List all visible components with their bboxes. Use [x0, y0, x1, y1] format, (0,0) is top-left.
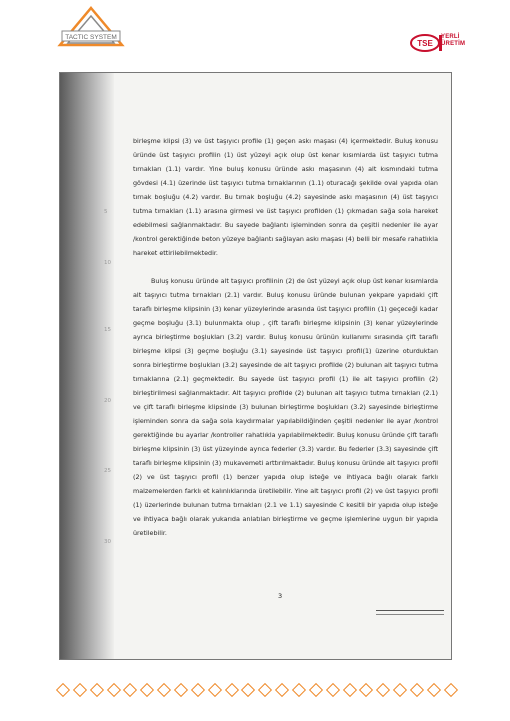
diamond-icon: [208, 683, 222, 697]
line-number: 5: [104, 209, 108, 215]
document-body: [133, 134, 438, 540]
binding-shadow: [60, 73, 114, 659]
yerli-uretim-badge: [441, 34, 465, 48]
diamond-icon: [444, 683, 458, 697]
diamond-icon: [56, 683, 70, 697]
diamond-icon: [292, 683, 306, 697]
line-number: 25: [104, 468, 111, 474]
diamond-icon: [191, 683, 205, 697]
diamond-icon: [258, 683, 272, 697]
diamond-icon: [140, 683, 154, 697]
diamond-icon: [343, 683, 357, 697]
diamond-icon: [157, 683, 171, 697]
diamond-icon: [90, 683, 104, 697]
diamond-icon: [376, 683, 390, 697]
page-number: 3: [278, 592, 283, 600]
diamond-icon: [275, 683, 289, 697]
diamond-icon: [107, 683, 121, 697]
bottom-rule: [376, 610, 444, 615]
diamond-icon: [225, 683, 239, 697]
logo-text: TACTIC SYSTEM: [65, 34, 117, 41]
diamond-icon: [427, 683, 441, 697]
diamond-icon: [410, 683, 424, 697]
diamond-icon: [326, 683, 340, 697]
tactic-system-logo: [56, 5, 126, 57]
paragraph: birleşme klipsi (3) ve üst taşıyıcı profile (1) geçen askı maşası (4) içermektedir. Buluş konusu üründe üst taşıyıcı profilin (1) üst yüzeyi açık olup üst kenar kısımlarda üst taşıyıcı tutma tırnakları (1.1) vardır. Yine buluş konusu üründe askı maşasının (4) alt kısmındaki tutma gövdesi (4.1) üzerinde üst taşıyıcı tutma tırnaklarının (1.1) oturacağı şekilde oval yapıda olan tırnak boşluğu (4.2) vardır. Bu tırnak boşluğu (4.2) sayesinde askı maşasının (4) üst taşıyıcı tutma tırnakları (1.1) arasına girmesi ve üst taşıyıcı profilden (1) çıkmadan sağa sola hareket edebilmesi sağlanmaktadır. Bu sayede bağlantı işleminden sonra da çeşitli nedenler ile ayar /kontrol gerektiğinde beton yüzeye bağlantı sağlayan askı maşası (4) belli bir mesafe rahatlıkla hareket ettirilebilmektedir.: [133, 137, 438, 257]
badge-line1: YERLİ: [441, 34, 460, 40]
diamond-icon: [359, 683, 373, 697]
paragraph: Buluş konusu üründe alt taşıyıcı profilinin (2) de üst yüzeyi açık olup üst kenar kısımlarda alt taşıyıcı tutma tırnakları (2.1) vardır. Buluş konusu üründe bulunan yekpare yapıdaki çift taraflı birleşme klipsinin (3) kenar yüzeylerinde arasında üst taşıyıcı profilin (1) geçeceği kadar geçme boşluğu (3.1) bulunmakta olup , çift taraflı birleşme klipsinin (3) kenar yüzeylerinde ayrıca birleştirme boşlukları (3.2) vardır. Buluş konusu ürünün kullanımı sırasında çift taraflı birleşme klipsi (3) geçme boşluğu (3.1) sayesinde üst taşıyıcı profil(1) üzerine oturduktan sonra birleştirme boşlukları (3.2) sayesinde de alt taşıyıcı profilde (2) bulunan alt taşıyıcı tutma tırnaklarına (2.1) geçmektedir. Bu sayede üst taşıyıcı profil (1) ile alt taşıyıcı profilin (2) birleştirilmesi sağlanmaktadır. Alt taşıyıcı profilde (2) bulunan alt taşıyıcı tutma tırnakları (2.1) ve çift taraflı birleşme klipsinde (3) bulunan birleştirme boşlukları (3.2) sayesinde birleştirme işleminden sonra da sağa sola kaydırmalar yapılabildiğinden çeşitli nedenler ile ayar /kontrol gerektiğinde bu ayarlar /kontroller rahatlıkla yapılabilmektedir. Buluş konusu üründe çift taraflı birleşme klipsinin (3) üst yüzeyinde ayrıca federler (3.3) vardır. Bu federler (3.3) sayesinde çift taraflı birleşme klipsinin (3) mukavemeti arttırılmaktadır. Buluş konusu üründe alt taşıyıcı profil (2) ve üst taşıyıcı profil (1) benzer yapıda olup isteğe ve ihtiyaca bağlı olarak farklı malzemelerden farklı et kalınlıklarında üretilebilir. Yine alt taşıyıcı profil (2) ve üst taşıyıcı profil (1) üzerlerinde bulunan tutma tırnakları (2.1 ve 1.1) sayesinde C kesitli bir yapıda olup isteğe ve ihtiyaca bağlı olarak yukarıda anlatılan birleştirme ve geçme işlemlerine uygun bir yapıda üretilebilir.: [133, 277, 438, 537]
diamond-icon: [393, 683, 407, 697]
diamond-icon: [73, 683, 87, 697]
diamond-icon: [309, 683, 323, 697]
line-number: 30: [104, 539, 111, 545]
line-number: 15: [104, 327, 111, 333]
badge-line2: ÜRETİM: [441, 41, 466, 47]
scanned-page: [59, 72, 452, 660]
tse-text: TSE: [417, 39, 433, 48]
line-number: 20: [104, 398, 111, 404]
footer-diamond-border: [58, 683, 456, 697]
diamond-icon: [174, 683, 188, 697]
diamond-icon: [123, 683, 137, 697]
line-number: 10: [104, 260, 111, 266]
diamond-icon: [241, 683, 255, 697]
